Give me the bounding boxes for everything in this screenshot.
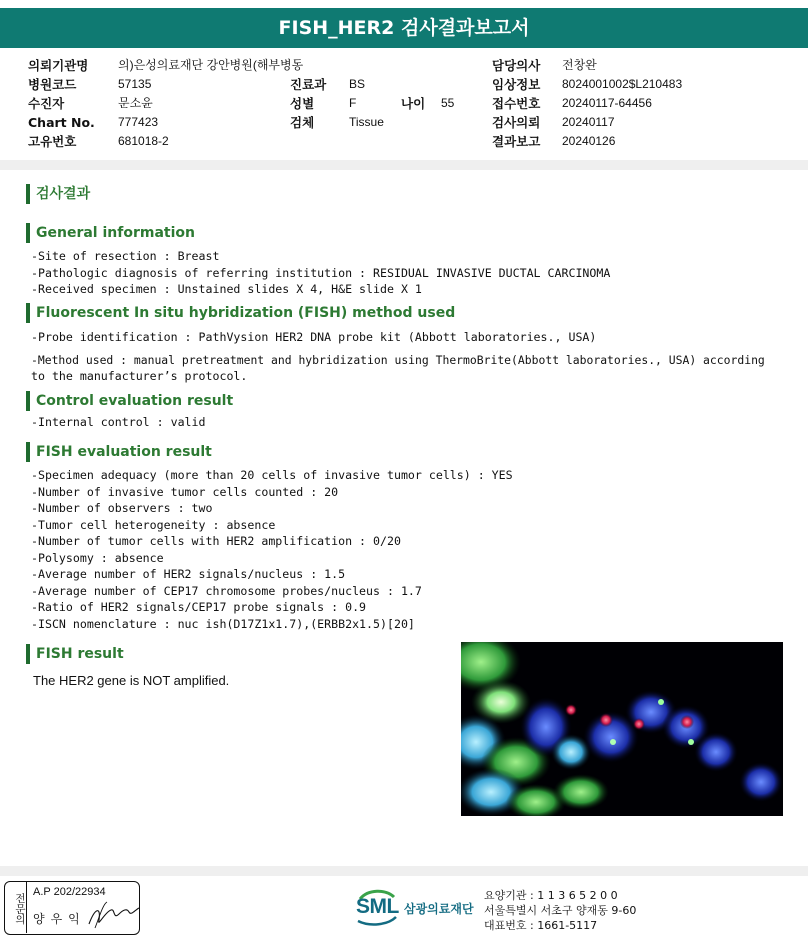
fish-eval-line: -ISCN nomenclature : nuc ish(D17Z1x1.7),(ERBB2x1.5)[20] xyxy=(31,616,415,631)
info-row xyxy=(28,94,788,113)
receipt-no-label: 접수번호 xyxy=(492,96,541,111)
fish-eval-line: -Tumor cell heterogeneity : absence xyxy=(31,517,276,532)
fish-eval-line: -Specimen adequacy (more than 20 cells of invasive tumor cells) : YES xyxy=(31,468,513,482)
specimen-value: Tissue xyxy=(349,115,384,129)
sml-logo xyxy=(356,887,476,927)
age-value: 55 xyxy=(441,96,455,110)
report-title: FISH_HER2 검사결과보고서 xyxy=(0,8,808,48)
clinical-info-label: 임상정보 xyxy=(492,77,541,92)
section-header-result: 검사결과 xyxy=(26,184,90,204)
unique-no-label: 고유번호 xyxy=(28,134,77,149)
section-header-method: Fluorescent In situ hybridization (FISH) method used xyxy=(26,303,455,323)
general-info-lines xyxy=(31,248,610,298)
report-date-value: 20240126 xyxy=(562,134,616,148)
request-date-label: 검사의뢰 xyxy=(492,115,541,130)
fish-eval-line: -Number of tumor cells with HER2 amplification : 0/20 xyxy=(31,534,401,548)
doctor-value: 전창완 xyxy=(562,58,597,72)
probe-line: -Probe identification : PathVysion HER2 DNA probe kit (Abbott laboratories., USA) xyxy=(31,330,597,344)
hospital-code-value: 57135 xyxy=(118,77,152,91)
stamp-ap-number: A.P 202/22934 xyxy=(33,886,106,898)
dept-label: 진료과 xyxy=(290,77,327,92)
section-header-general: General information xyxy=(26,223,195,243)
patient-label: 수진자 xyxy=(28,96,65,111)
fish-eval-line: -Number of observers : two xyxy=(31,501,213,515)
request-date-value: 20240117 xyxy=(562,115,615,129)
sex-label: 성별 xyxy=(290,96,315,111)
receipt-no-value: 20240117-64456 xyxy=(562,96,652,110)
section-header-fish-eval: FISH evaluation result xyxy=(26,442,212,462)
stamp-vertical-label: 전문의 xyxy=(5,882,27,933)
unique-no-value: 681018-2 xyxy=(118,134,169,148)
control-line: -Internal control : valid xyxy=(31,415,206,429)
hospital-code-label: 병원코드 xyxy=(28,77,77,92)
info-row xyxy=(28,132,788,151)
signature-icon xyxy=(85,898,141,932)
doctor-label: 담당의사 xyxy=(492,58,541,73)
fish-eval-line: -Number of invasive tumor cells counted : 20 xyxy=(31,484,339,499)
info-row xyxy=(28,113,788,132)
chart-no-label: Chart No. xyxy=(28,115,95,130)
report-date-label: 결과보고 xyxy=(492,134,541,149)
info-row xyxy=(28,56,788,75)
dept-value: BS xyxy=(349,77,366,91)
logo-text: SML xyxy=(356,895,399,918)
general-line: -Pathologic diagnosis of referring institution : RESIDUAL INVASIVE DUCTAL CARCINOMA xyxy=(31,265,611,280)
patient-info xyxy=(28,56,788,152)
pathologist-stamp xyxy=(4,881,140,935)
specimen-label: 검체 xyxy=(290,115,315,130)
fish-eval-line: -Polysomy : absence xyxy=(31,550,164,565)
institution-label: 의뢰기관명 xyxy=(28,58,89,73)
fish-eval-line: -Ratio of HER2 signals/CEP17 probe signals : 0.9 xyxy=(31,600,367,614)
clinical-info-value: 8024001002$L210483 xyxy=(562,77,683,91)
sex-value: F xyxy=(349,96,357,110)
method-line: -Method used : manual pretreatment and hybridization using ThermoBrite(Abbott laboratories., USA) according xyxy=(31,353,765,367)
general-line: -Received specimen : Unstained slides X 4, H&E slide X 1 xyxy=(31,282,422,296)
info-row xyxy=(28,75,788,94)
contact-line: 대표번호 : 1661-5117 xyxy=(484,919,598,932)
section-header-control: Control evaluation result xyxy=(26,391,233,411)
fish-micrograph-image xyxy=(461,642,783,816)
age-label: 나이 xyxy=(401,96,426,111)
logo-korean: 삼광의료재단 xyxy=(404,902,474,916)
section-header-fish-result: FISH result xyxy=(26,644,124,664)
institution-value: 의)은성의료재단 강안병원(해부병동 xyxy=(118,58,304,72)
contact-line: 요양기관 : 1 1 3 6 5 2 0 0 xyxy=(484,889,618,902)
footer-divider xyxy=(0,866,808,876)
chart-no-value: 777423 xyxy=(118,115,159,129)
contact-info xyxy=(484,888,636,933)
divider xyxy=(0,160,808,170)
fish-eval-line: -Average number of HER2 signals/nucleus : 1.5 xyxy=(31,567,346,581)
fish-eval-lines xyxy=(31,467,513,632)
stamp-name: 양우익 xyxy=(33,912,86,926)
fish-eval-line: -Average number of CEP17 chromosome probes/nucleus : 1.7 xyxy=(31,583,422,598)
general-line: -Site of resection : Breast xyxy=(31,249,220,263)
contact-line: 서울특별시 서초구 양재동 9-60 xyxy=(484,904,637,917)
micrograph-svg xyxy=(461,642,783,816)
fish-result-text: The HER2 gene is NOT amplified. xyxy=(33,673,230,688)
method-line-cont: to the manufacturer’s protocol. xyxy=(31,369,248,383)
patient-value: 문소윤 xyxy=(118,96,153,110)
